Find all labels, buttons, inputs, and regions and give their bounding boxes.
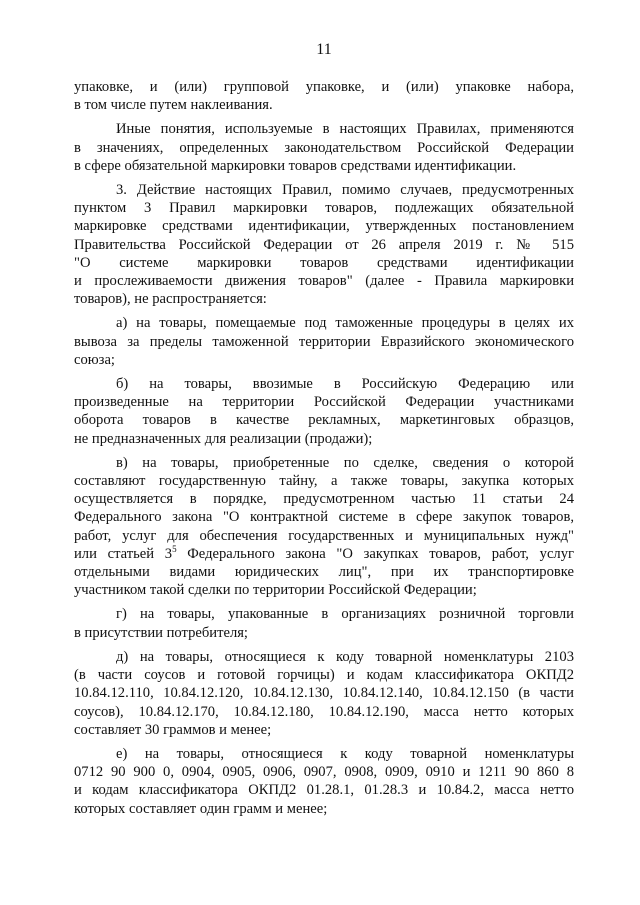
text-line: работ, услуг для обеспечения государственных и муниципальных нужд" [74, 527, 574, 544]
text-line: Иные понятия, используемые в настоящих Правилах, применяются [116, 121, 574, 138]
text-line: отдельными видами юридических лиц", при их транспортировке [74, 564, 574, 581]
paragraph [74, 375, 574, 448]
text-line: е) на товары, относящиеся к коду товарной номенклатуры [116, 745, 574, 762]
paragraph [74, 314, 574, 369]
text-line: упаковке, и (или) групповой упаковке, и (или) упаковке набора, [74, 79, 574, 95]
text-line: в сфере обязательной маркировки товаров средствами идентификации. [74, 157, 517, 174]
text-line: составляют государственную тайну, а также товары, закупка которых [74, 473, 574, 490]
page-number: 11 [316, 41, 332, 58]
text-line: осуществляется в порядке, предусмотренном частью 11 статьи 24 [74, 491, 574, 508]
text-line: пунктом 3 Правил маркировки товаров, подлежащих обязательной [74, 200, 574, 217]
paragraph [74, 181, 574, 308]
text-line: 10.84.12.110, 10.84.12.120, 10.84.12.130, 10.84.12.140, 10.84.12.150 (в части [74, 685, 574, 702]
text-line: участником такой сделки по территории Российской Федерации; [74, 582, 477, 599]
paragraph [74, 78, 574, 114]
text-line: которых составляет один грамм и менее; [74, 800, 328, 817]
paragraph [74, 648, 574, 739]
text-line: Федерального закона "О контрактной системе в сфере закупок товаров, [74, 509, 574, 526]
text-line: д) на товары, относящиеся к коду товарной номенклатуры 2103 [116, 648, 574, 665]
text-line: союза; [74, 351, 115, 368]
text-line: и кодам классификатора ОКПД2 01.28.1, 01.28.3 и 10.84.2, масса нетто [74, 782, 574, 799]
text-line: а) на товары, помещаемые под таможенные процедуры в целях их [116, 315, 574, 332]
text-line: оборота товаров в качестве рекламных, маркетинговых образцов, [74, 412, 574, 429]
text-line: Правительства Российской Федерации от 26 апреля 2019 г. № 515 [74, 236, 574, 253]
text-line: 0712 90 900 0, 0904, 0905, 0906, 0907, 0908, 0909, 0910 и 1211 90 860 8 [74, 764, 574, 781]
paragraph [74, 745, 574, 818]
text-line: в значениях, определенных законодательством Российской Федерации [74, 139, 574, 156]
paragraph [74, 120, 574, 175]
text-line: и прослеживаемости движения товаров" (далее - Правила маркировки [74, 273, 574, 290]
text-line: составляет 30 граммов и менее; [74, 721, 272, 738]
text-line: маркировке средствами идентификации, утвержденных постановлением [74, 218, 574, 235]
text-line: или статьей $3^5$ Федерального закона "О закупках товаров, работ, услуг [74, 544, 574, 562]
text-line: 3. Действие настоящих Правил, помимо случаев, предусмотренных [116, 182, 574, 199]
text-line: товаров), не распространяется: [74, 291, 267, 308]
text-line: (в части соусов и готовой горчицы) и кодам классификатора ОКПД2 [74, 667, 574, 684]
text-line: произведенные на территории Российской Федерации участниками [74, 394, 574, 411]
text-line: г) на товары, упакованные в организациях розничной торговли [116, 606, 574, 623]
text-line: "О системе маркировки товаров средствами идентификации [74, 254, 574, 271]
document-body [74, 78, 574, 818]
paragraph [74, 454, 574, 600]
text-line: в присутствии потребителя; [74, 624, 248, 641]
superscript: 5 [172, 544, 177, 555]
text-line: соусов), 10.84.12.170, 10.84.12.180, 10.84.12.190, масса нетто которых [74, 703, 574, 720]
text-line: в том числе путем наклеивания. [74, 97, 273, 114]
text-line: б) на товары, ввозимые в Российскую Федерацию или [116, 376, 574, 393]
text-line: не предназначенных для реализации (продажи); [74, 430, 373, 447]
text-line: в) на товары, приобретенные по сделке, сведения о которой [116, 454, 574, 471]
paragraph [74, 605, 574, 641]
text-line: вывоза за пределы таможенной территории Евразийского экономического [74, 333, 574, 350]
